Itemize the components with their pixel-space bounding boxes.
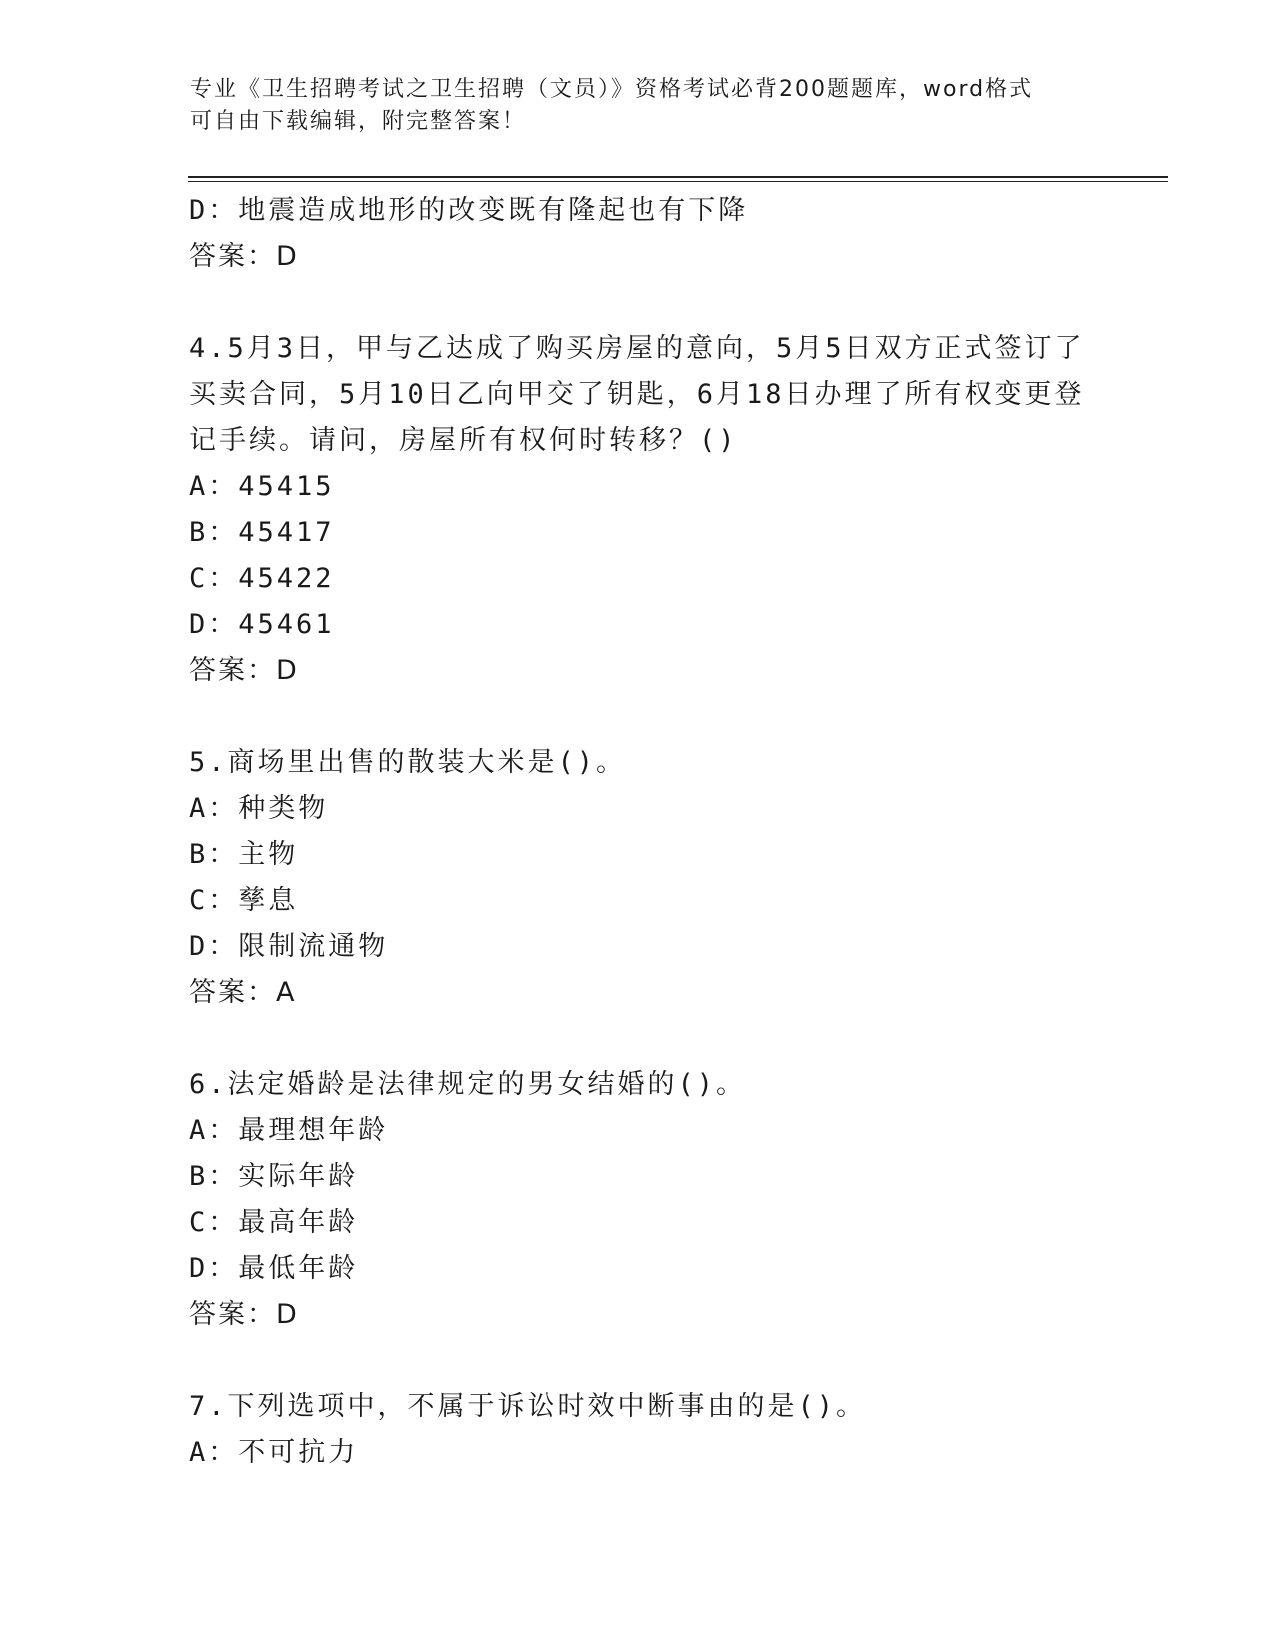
- question-5-text: 5.商场里出售的散装大米是()。: [189, 747, 627, 778]
- option-d: D：45461: [189, 609, 335, 640]
- option-d: D：最低年龄: [189, 1253, 359, 1284]
- option-c: C：孳息: [189, 885, 299, 916]
- answer-line: 答案：D: [189, 1299, 299, 1330]
- header-title-line-1: 专业《卫生招聘考试之卫生招聘（文员）》资格考试必背200题题库，word格式: [190, 77, 1034, 102]
- document-header: [190, 74, 1090, 138]
- question-4-text-line-3: 记手续。请问，房屋所有权何时转移？(): [189, 425, 738, 456]
- option-a: A：45415: [189, 471, 335, 502]
- question-7-text: 7.下列选项中，不属于诉讼时效中断事由的是()。: [189, 1391, 867, 1422]
- option-b: B：主物: [189, 839, 299, 870]
- option-d: D：地震造成地形的改变既有隆起也有下降: [189, 195, 749, 226]
- option-b: B：实际年龄: [189, 1161, 359, 1192]
- question-list: [189, 188, 1089, 1476]
- option-c: C：最高年龄: [189, 1207, 359, 1238]
- question-4-text-line-1: 4.5月3日，甲与乙达成了购买房屋的意向，5月5日双方正式签订了: [189, 333, 1085, 364]
- header-title-line-2: 可自由下载编辑，附完整答案！: [190, 109, 527, 134]
- option-a: A：不可抗力: [189, 1437, 359, 1468]
- option-d: D：限制流通物: [189, 931, 389, 962]
- answer-line: 答案：D: [189, 655, 299, 686]
- answer-line: 答案：D: [189, 241, 299, 272]
- question-6-text: 6.法定婚龄是法律规定的男女结婚的()。: [189, 1069, 747, 1100]
- spacer: [189, 1338, 1089, 1384]
- header-divider: [188, 176, 1168, 182]
- spacer: [189, 694, 1089, 740]
- question-4-text-line-2: 买卖合同，5月10日乙向甲交了钥匙，6月18日办理了所有权变更登: [189, 379, 1085, 410]
- option-b: B：45417: [189, 517, 335, 548]
- spacer: [189, 280, 1089, 326]
- option-a: A：最理想年龄: [189, 1115, 389, 1146]
- spacer: [189, 1016, 1089, 1062]
- option-a: A：种类物: [189, 793, 329, 824]
- answer-line: 答案：A: [189, 977, 297, 1008]
- option-c: C：45422: [189, 563, 335, 594]
